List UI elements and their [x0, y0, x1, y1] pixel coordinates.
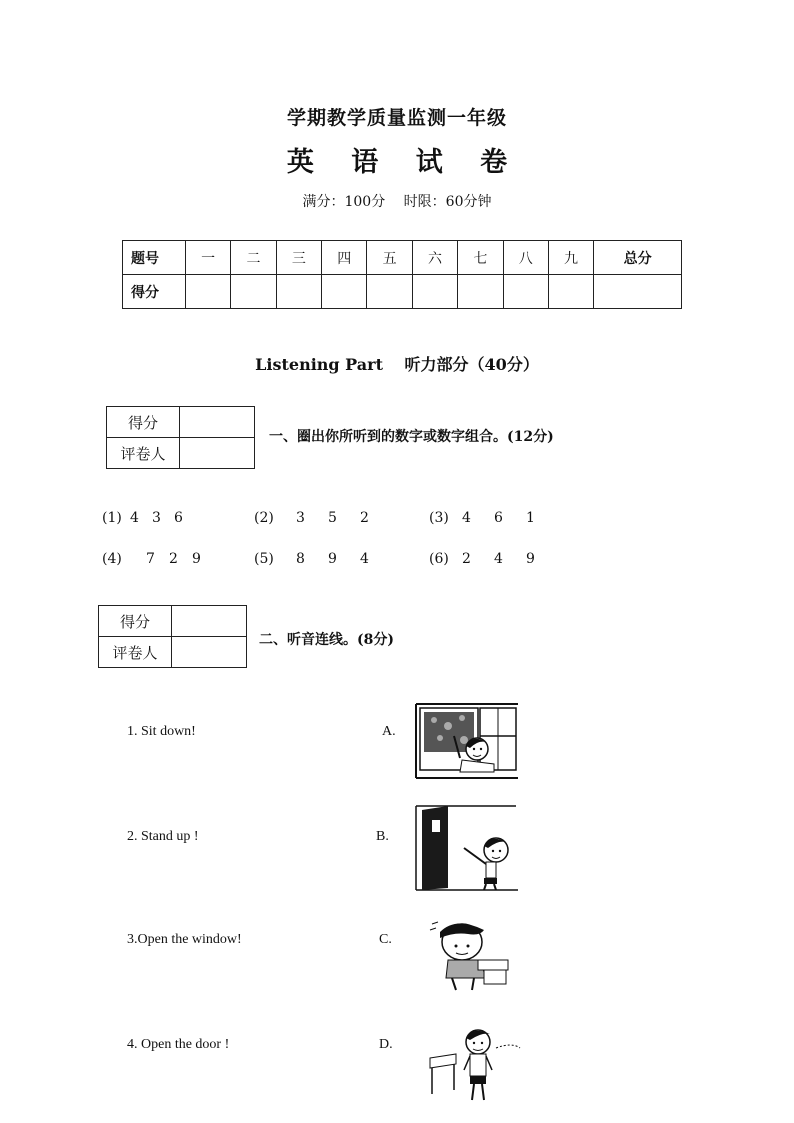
q1-number[interactable]: 3 [296, 510, 305, 526]
q1-number[interactable]: 4 [494, 551, 503, 567]
time-limit: 时限：60分钟 [403, 194, 492, 210]
grader-box-1 [106, 406, 255, 469]
full-score: 满分：100分 [302, 194, 386, 210]
score-input-cell[interactable] [276, 275, 321, 309]
boy-at-window-icon[interactable] [414, 702, 520, 780]
score-input-cell[interactable] [322, 275, 367, 309]
score-input-cell[interactable] [548, 275, 593, 309]
q1-item [429, 551, 548, 567]
q2-letter: C. [379, 932, 392, 947]
score-input-cell[interactable] [412, 275, 457, 309]
score-input-cell[interactable] [458, 275, 503, 309]
q2-phrase[interactable]: 2. Stand up ! [127, 829, 199, 844]
score-table-cell: 一 [186, 241, 231, 275]
q1-item-label: (6) [429, 551, 449, 567]
score-input-cell[interactable] [186, 275, 231, 309]
score-table-cell: 总分 [594, 241, 682, 275]
q1-number[interactable]: 2 [360, 510, 369, 526]
q1-number[interactable]: 7 [146, 551, 155, 567]
grader-name-label: 评卷人 [99, 637, 172, 668]
q1-item [102, 510, 196, 526]
q1-number[interactable]: 5 [328, 510, 337, 526]
score-input-cell[interactable] [594, 275, 682, 309]
q1-item-label: (4) [102, 551, 122, 567]
q1-item [254, 551, 382, 567]
q1-number[interactable]: 4 [360, 551, 369, 567]
grader-score-label: 得分 [107, 407, 180, 438]
q1-number[interactable]: 2 [462, 551, 471, 567]
q1-number[interactable]: 9 [328, 551, 337, 567]
score-table-cell: 八 [503, 241, 548, 275]
grader-box-2 [98, 605, 247, 668]
q2-letter: A. [382, 724, 396, 739]
q1-item [102, 551, 214, 567]
boy-sitting-icon[interactable] [428, 916, 516, 994]
score-table-cell: 三 [276, 241, 321, 275]
boy-at-door-icon[interactable] [414, 804, 520, 892]
score-table-cell: 二 [231, 241, 276, 275]
score-table-cell: 九 [548, 241, 593, 275]
section-heading [0, 352, 794, 375]
score-table-cell: 七 [458, 241, 503, 275]
exam-title: 学期教学质量监测一年级 [286, 107, 507, 129]
grader-score-input[interactable] [180, 407, 255, 438]
subject-title: 英 语 试 卷 [286, 147, 522, 178]
q1-item-label: (2) [254, 510, 274, 526]
score-table-cell: 五 [367, 241, 412, 275]
score-input-cell[interactable] [503, 275, 548, 309]
q1-number[interactable]: 8 [296, 551, 305, 567]
q1-number[interactable]: 6 [174, 510, 183, 526]
score-table-score-row [123, 275, 682, 309]
grader-name-input[interactable] [172, 637, 247, 668]
exam-meta [0, 191, 794, 211]
q1-number[interactable]: 3 [152, 510, 161, 526]
grader-score-label: 得分 [99, 606, 172, 637]
q1-item-label: (1) [102, 510, 122, 526]
q1-number[interactable]: 4 [130, 510, 139, 526]
grader-name-label: 评卷人 [107, 438, 180, 469]
q1-item [429, 510, 548, 526]
score-row-label: 得分 [123, 275, 186, 309]
score-input-cell[interactable] [367, 275, 412, 309]
q1-item-label: (5) [254, 551, 274, 567]
q1-number[interactable]: 9 [526, 551, 535, 567]
q2-letter: D. [379, 1037, 393, 1052]
score-table [122, 240, 682, 309]
q2-title: 二、听音连线。(8分) [259, 632, 394, 648]
q2-phrase[interactable]: 1. Sit down! [127, 724, 196, 739]
q1-title: 一、圈出你所听到的数字或数字组合。(12分) [269, 429, 554, 445]
grader-score-input[interactable] [172, 606, 247, 637]
section-heading-chinese: 听力部分（40分） [404, 355, 539, 374]
q2-phrase[interactable]: 4. Open the door ! [127, 1037, 230, 1052]
q1-item-label: (3) [429, 510, 449, 526]
score-table-cell: 六 [412, 241, 457, 275]
section-heading-english: Listening Part [255, 355, 383, 374]
q1-number[interactable]: 9 [192, 551, 201, 567]
score-table-cell: 四 [322, 241, 367, 275]
q2-letter: B. [376, 829, 389, 844]
q1-number[interactable]: 4 [462, 510, 471, 526]
q2-phrase[interactable]: 3.Open the window! [127, 932, 242, 947]
q1-number[interactable]: 2 [169, 551, 178, 567]
grader-name-input[interactable] [180, 438, 255, 469]
score-input-cell[interactable] [231, 275, 276, 309]
score-table-header-row [123, 241, 682, 275]
q1-item [254, 510, 382, 526]
q1-number[interactable]: 1 [526, 510, 535, 526]
q1-number[interactable]: 6 [494, 510, 503, 526]
boy-standing-icon[interactable] [426, 1024, 522, 1104]
score-table-cell: 题号 [123, 241, 186, 275]
